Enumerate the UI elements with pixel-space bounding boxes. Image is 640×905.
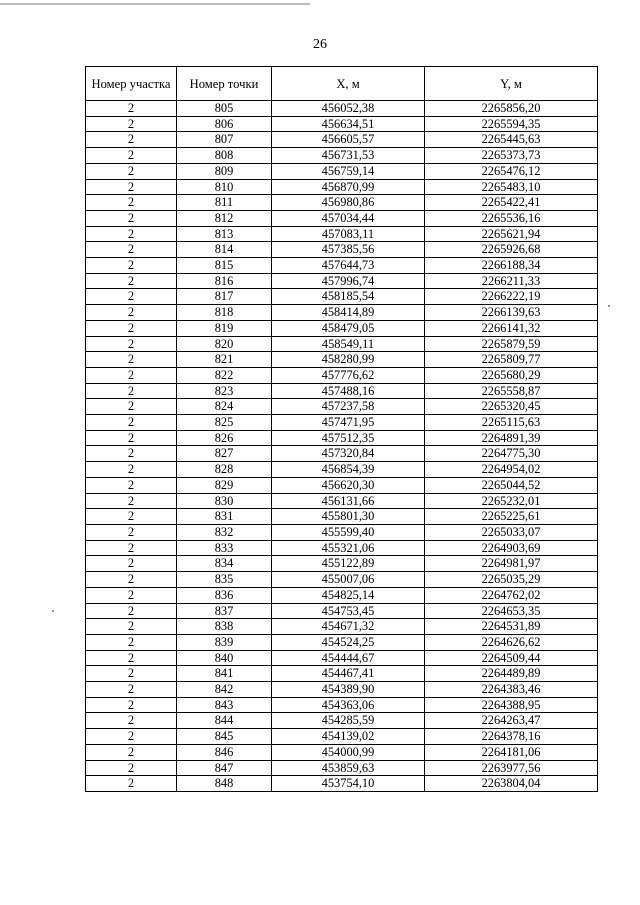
cell-point-number: 829 <box>177 477 272 493</box>
cell-x-coordinate: 455321,06 <box>272 540 425 556</box>
table-row <box>86 336 598 352</box>
table-row <box>86 744 598 760</box>
cell-y-coordinate: 2265373,73 <box>425 148 598 164</box>
cell-plot-number: 2 <box>86 697 177 713</box>
cell-plot-number: 2 <box>86 760 177 776</box>
cell-x-coordinate: 458414,89 <box>272 305 425 321</box>
cell-y-coordinate: 2265558,87 <box>425 383 598 399</box>
cell-y-coordinate: 2264181,06 <box>425 744 598 760</box>
cell-point-number: 818 <box>177 305 272 321</box>
cell-plot-number: 2 <box>86 619 177 635</box>
cell-x-coordinate: 457512,35 <box>272 430 425 446</box>
cell-y-coordinate: 2264531,89 <box>425 619 598 635</box>
table-row <box>86 713 598 729</box>
cell-plot-number: 2 <box>86 776 177 792</box>
cell-y-coordinate: 2263804,04 <box>425 776 598 792</box>
cell-plot-number: 2 <box>86 305 177 321</box>
cell-x-coordinate: 458280,99 <box>272 352 425 368</box>
cell-x-coordinate: 455801,30 <box>272 509 425 525</box>
cell-x-coordinate: 457776,62 <box>272 367 425 383</box>
cell-x-coordinate: 454444,67 <box>272 650 425 666</box>
table-row <box>86 367 598 383</box>
cell-plot-number: 2 <box>86 587 177 603</box>
table-row <box>86 258 598 274</box>
cell-y-coordinate: 2266141,32 <box>425 320 598 336</box>
cell-x-coordinate: 454285,59 <box>272 713 425 729</box>
cell-x-coordinate: 456870,99 <box>272 179 425 195</box>
cell-y-coordinate: 2264762,02 <box>425 587 598 603</box>
cell-y-coordinate: 2265115,63 <box>425 415 598 431</box>
cell-x-coordinate: 457471,95 <box>272 415 425 431</box>
cell-y-coordinate: 2265232,01 <box>425 493 598 509</box>
coordinates-table <box>85 66 598 792</box>
cell-x-coordinate: 456052,38 <box>272 101 425 117</box>
cell-point-number: 817 <box>177 289 272 305</box>
cell-plot-number: 2 <box>86 430 177 446</box>
cell-plot-number: 2 <box>86 477 177 493</box>
cell-y-coordinate: 2265476,12 <box>425 163 598 179</box>
scan-speck <box>52 610 54 612</box>
table-row <box>86 226 598 242</box>
cell-y-coordinate: 2265483,10 <box>425 179 598 195</box>
scan-edge-line <box>0 3 310 5</box>
table-row <box>86 556 598 572</box>
cell-y-coordinate: 2264383,46 <box>425 682 598 698</box>
cell-x-coordinate: 457996,74 <box>272 273 425 289</box>
table-row <box>86 430 598 446</box>
cell-plot-number: 2 <box>86 289 177 305</box>
scan-speck <box>608 305 610 307</box>
cell-plot-number: 2 <box>86 352 177 368</box>
cell-x-coordinate: 456854,39 <box>272 462 425 478</box>
cell-plot-number: 2 <box>86 101 177 117</box>
cell-x-coordinate: 457320,84 <box>272 446 425 462</box>
cell-x-coordinate: 458479,05 <box>272 320 425 336</box>
table-row <box>86 760 598 776</box>
cell-plot-number: 2 <box>86 258 177 274</box>
cell-plot-number: 2 <box>86 320 177 336</box>
cell-point-number: 823 <box>177 383 272 399</box>
cell-y-coordinate: 2265536,16 <box>425 210 598 226</box>
cell-point-number: 828 <box>177 462 272 478</box>
cell-x-coordinate: 456620,30 <box>272 477 425 493</box>
cell-y-coordinate: 2265033,07 <box>425 524 598 540</box>
cell-point-number: 842 <box>177 682 272 698</box>
table-header-row <box>86 67 598 101</box>
cell-plot-number: 2 <box>86 367 177 383</box>
cell-y-coordinate: 2265035,29 <box>425 572 598 588</box>
cell-point-number: 837 <box>177 603 272 619</box>
cell-point-number: 845 <box>177 729 272 745</box>
cell-point-number: 816 <box>177 273 272 289</box>
cell-point-number: 815 <box>177 258 272 274</box>
cell-y-coordinate: 2265594,35 <box>425 116 598 132</box>
table-row <box>86 273 598 289</box>
cell-x-coordinate: 454825,14 <box>272 587 425 603</box>
table-row <box>86 587 598 603</box>
cell-x-coordinate: 458549,11 <box>272 336 425 352</box>
cell-plot-number: 2 <box>86 524 177 540</box>
cell-point-number: 846 <box>177 744 272 760</box>
cell-y-coordinate: 2264378,16 <box>425 729 598 745</box>
cell-point-number: 824 <box>177 399 272 415</box>
cell-plot-number: 2 <box>86 666 177 682</box>
cell-plot-number: 2 <box>86 572 177 588</box>
table-row <box>86 619 598 635</box>
table-row <box>86 195 598 211</box>
cell-plot-number: 2 <box>86 116 177 132</box>
table-row <box>86 682 598 698</box>
cell-x-coordinate: 457237,58 <box>272 399 425 415</box>
cell-y-coordinate: 2265680,29 <box>425 367 598 383</box>
cell-point-number: 843 <box>177 697 272 713</box>
header-x-coordinate: X, м <box>272 67 425 101</box>
cell-y-coordinate: 2266222,19 <box>425 289 598 305</box>
cell-y-coordinate: 2265809,77 <box>425 352 598 368</box>
cell-plot-number: 2 <box>86 556 177 572</box>
cell-point-number: 835 <box>177 572 272 588</box>
page-number: 26 <box>313 37 327 52</box>
cell-point-number: 826 <box>177 430 272 446</box>
cell-x-coordinate: 456759,14 <box>272 163 425 179</box>
cell-point-number: 827 <box>177 446 272 462</box>
header-y-coordinate: Y, м <box>425 67 598 101</box>
cell-point-number: 810 <box>177 179 272 195</box>
cell-point-number: 806 <box>177 116 272 132</box>
table-row <box>86 540 598 556</box>
cell-point-number: 836 <box>177 587 272 603</box>
cell-point-number: 812 <box>177 210 272 226</box>
table-row <box>86 163 598 179</box>
table-row <box>86 572 598 588</box>
cell-x-coordinate: 456131,66 <box>272 493 425 509</box>
cell-x-coordinate: 453859,63 <box>272 760 425 776</box>
cell-x-coordinate: 457034,44 <box>272 210 425 226</box>
table-row <box>86 509 598 525</box>
cell-point-number: 833 <box>177 540 272 556</box>
table-row <box>86 210 598 226</box>
cell-x-coordinate: 455599,40 <box>272 524 425 540</box>
table-row <box>86 415 598 431</box>
table-row <box>86 116 598 132</box>
cell-point-number: 820 <box>177 336 272 352</box>
header-plot-number: Номер участка <box>86 67 177 101</box>
table-row <box>86 101 598 117</box>
cell-plot-number: 2 <box>86 226 177 242</box>
cell-plot-number: 2 <box>86 509 177 525</box>
cell-y-coordinate: 2264903,69 <box>425 540 598 556</box>
cell-y-coordinate: 2264388,95 <box>425 697 598 713</box>
cell-x-coordinate: 457083,11 <box>272 226 425 242</box>
cell-plot-number: 2 <box>86 650 177 666</box>
cell-x-coordinate: 454000,99 <box>272 744 425 760</box>
cell-plot-number: 2 <box>86 493 177 509</box>
cell-y-coordinate: 2264489,89 <box>425 666 598 682</box>
cell-x-coordinate: 454671,32 <box>272 619 425 635</box>
cell-x-coordinate: 456731,53 <box>272 148 425 164</box>
cell-y-coordinate: 2264954,02 <box>425 462 598 478</box>
cell-y-coordinate: 2266188,34 <box>425 258 598 274</box>
cell-plot-number: 2 <box>86 148 177 164</box>
cell-x-coordinate: 455007,06 <box>272 572 425 588</box>
table-row <box>86 242 598 258</box>
cell-x-coordinate: 457644,73 <box>272 258 425 274</box>
cell-point-number: 841 <box>177 666 272 682</box>
cell-point-number: 848 <box>177 776 272 792</box>
cell-x-coordinate: 454524,25 <box>272 634 425 650</box>
cell-point-number: 847 <box>177 760 272 776</box>
cell-plot-number: 2 <box>86 383 177 399</box>
cell-point-number: 813 <box>177 226 272 242</box>
cell-x-coordinate: 457488,16 <box>272 383 425 399</box>
cell-x-coordinate: 454363,06 <box>272 697 425 713</box>
cell-y-coordinate: 2264981,97 <box>425 556 598 572</box>
cell-point-number: 821 <box>177 352 272 368</box>
cell-plot-number: 2 <box>86 163 177 179</box>
cell-plot-number: 2 <box>86 744 177 760</box>
cell-plot-number: 2 <box>86 242 177 258</box>
cell-point-number: 811 <box>177 195 272 211</box>
cell-plot-number: 2 <box>86 195 177 211</box>
table-row <box>86 603 598 619</box>
table-row <box>86 320 598 336</box>
cell-point-number: 819 <box>177 320 272 336</box>
table-row <box>86 697 598 713</box>
cell-x-coordinate: 454389,90 <box>272 682 425 698</box>
cell-x-coordinate: 454467,41 <box>272 666 425 682</box>
cell-point-number: 822 <box>177 367 272 383</box>
cell-y-coordinate: 2265621,94 <box>425 226 598 242</box>
cell-x-coordinate: 456634,51 <box>272 116 425 132</box>
cell-point-number: 807 <box>177 132 272 148</box>
cell-point-number: 839 <box>177 634 272 650</box>
cell-plot-number: 2 <box>86 415 177 431</box>
cell-plot-number: 2 <box>86 210 177 226</box>
cell-plot-number: 2 <box>86 132 177 148</box>
table-row <box>86 179 598 195</box>
cell-plot-number: 2 <box>86 729 177 745</box>
cell-y-coordinate: 2265856,20 <box>425 101 598 117</box>
cell-y-coordinate: 2265320,45 <box>425 399 598 415</box>
cell-x-coordinate: 453754,10 <box>272 776 425 792</box>
table-row <box>86 399 598 415</box>
cell-y-coordinate: 2264263,47 <box>425 713 598 729</box>
table-row <box>86 446 598 462</box>
cell-y-coordinate: 2265225,61 <box>425 509 598 525</box>
cell-plot-number: 2 <box>86 682 177 698</box>
cell-plot-number: 2 <box>86 634 177 650</box>
cell-point-number: 834 <box>177 556 272 572</box>
table-row <box>86 729 598 745</box>
cell-plot-number: 2 <box>86 179 177 195</box>
table-row <box>86 132 598 148</box>
cell-plot-number: 2 <box>86 336 177 352</box>
cell-plot-number: 2 <box>86 603 177 619</box>
cell-point-number: 832 <box>177 524 272 540</box>
cell-point-number: 805 <box>177 101 272 117</box>
cell-plot-number: 2 <box>86 273 177 289</box>
table-row <box>86 650 598 666</box>
cell-plot-number: 2 <box>86 462 177 478</box>
cell-point-number: 814 <box>177 242 272 258</box>
cell-x-coordinate: 454753,45 <box>272 603 425 619</box>
cell-x-coordinate: 454139,02 <box>272 729 425 745</box>
table-row <box>86 493 598 509</box>
table-row <box>86 666 598 682</box>
cell-y-coordinate: 2265926,68 <box>425 242 598 258</box>
cell-y-coordinate: 2263977,56 <box>425 760 598 776</box>
table-row <box>86 383 598 399</box>
table-row <box>86 289 598 305</box>
cell-x-coordinate: 457385,56 <box>272 242 425 258</box>
cell-y-coordinate: 2265445,63 <box>425 132 598 148</box>
cell-x-coordinate: 455122,89 <box>272 556 425 572</box>
cell-point-number: 844 <box>177 713 272 729</box>
cell-point-number: 831 <box>177 509 272 525</box>
cell-point-number: 825 <box>177 415 272 431</box>
cell-plot-number: 2 <box>86 399 177 415</box>
table-row <box>86 462 598 478</box>
cell-y-coordinate: 2264626,62 <box>425 634 598 650</box>
cell-point-number: 840 <box>177 650 272 666</box>
table-row <box>86 776 598 792</box>
cell-y-coordinate: 2266211,33 <box>425 273 598 289</box>
cell-plot-number: 2 <box>86 540 177 556</box>
cell-plot-number: 2 <box>86 713 177 729</box>
cell-y-coordinate: 2265044,52 <box>425 477 598 493</box>
cell-x-coordinate: 458185,54 <box>272 289 425 305</box>
cell-point-number: 838 <box>177 619 272 635</box>
cell-x-coordinate: 456980,86 <box>272 195 425 211</box>
cell-y-coordinate: 2264509,44 <box>425 650 598 666</box>
cell-point-number: 809 <box>177 163 272 179</box>
table-row <box>86 634 598 650</box>
cell-y-coordinate: 2266139,63 <box>425 305 598 321</box>
cell-y-coordinate: 2264891,39 <box>425 430 598 446</box>
table-row <box>86 477 598 493</box>
cell-plot-number: 2 <box>86 446 177 462</box>
table-row <box>86 352 598 368</box>
cell-y-coordinate: 2265879,59 <box>425 336 598 352</box>
cell-point-number: 808 <box>177 148 272 164</box>
table-row <box>86 524 598 540</box>
table-row <box>86 148 598 164</box>
cell-point-number: 830 <box>177 493 272 509</box>
table-row <box>86 305 598 321</box>
cell-y-coordinate: 2264653,35 <box>425 603 598 619</box>
cell-y-coordinate: 2264775,30 <box>425 446 598 462</box>
cell-y-coordinate: 2265422,41 <box>425 195 598 211</box>
cell-x-coordinate: 456605,57 <box>272 132 425 148</box>
header-point-number: Номер точки <box>177 67 272 101</box>
